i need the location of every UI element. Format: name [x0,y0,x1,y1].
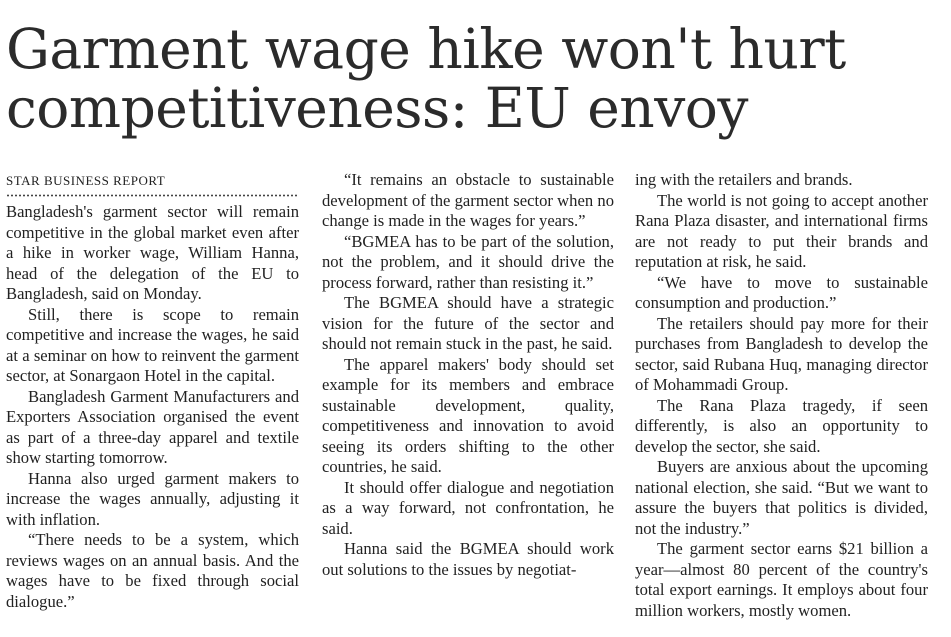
paragraph: Still, there is scope to remain competitive and increase the wages, he said at a seminar on how to reinvent the garment sector, at Sonargaon Hotel in the capital. [6,304,299,385]
paragraph: The world is not going to accept another Rana Plaza disaster, and international firms are not ready to put their brands and reputation at risk, he said. [635,190,928,271]
paragraph: The Rana Plaza tragedy, if seen differently, is also an opportunity to develop the sector, she said. [635,395,928,456]
paragraph: Hanna said the BGMEA should work out solutions to the issues by negotiat- [322,539,614,579]
paragraph: ing with the retailers and brands. [635,170,853,189]
paragraph: The retailers should pay more for their purchases from Bangladesh to develop the sector, said Rubana Huq, managing director of Mohammadi Group. [635,313,928,394]
article-column-3 [635,170,928,621]
paragraph: The garment sector earns $21 billion a year—almost 80 percent of the country's total export earnings. It employs about four million workers, mostly women. [635,539,928,620]
paragraph: Bangladesh Garment Manufacturers and Exporters Association organised the event as part of a three-day apparel and textile show starting tomorrow. [6,386,299,467]
paragraph: The BGMEA should have a strategic vision for the future of the sector and should not remain stuck in the past, he said. [322,293,614,353]
byline: STAR BUSINESS REPORT [6,173,166,188]
paragraph: “We have to move to sustainable consumption and production.” [635,272,928,312]
paragraph: “There needs to be a system, which reviews wages on an annual basis. And the wages have to be fixed through social dialogue.” [6,530,299,611]
headline: Garment wage hike won't hurt competitiveness: EU envoy [6,17,846,140]
paragraph: It should offer dialogue and negotiation as a way forward, not confrontation, he said. [322,477,614,538]
dotted-rule [6,194,299,197]
paragraph: The apparel makers' body should set example for its members and embrace sustainable development, quality, competitiveness and innovation to avoid seeing its orders shifting to the other countries, he said. [322,354,614,476]
paragraph: Buyers are anxious about the upcoming national election, she said. “But we want to assure the buyers that politics is divided, not the industry.” [635,457,928,538]
article-column-2 [322,170,614,580]
paragraph: “It remains an obstacle to sustainable development of the garment sector when no change is made in the wages for years.” [322,170,614,230]
article-column-1 [6,172,299,612]
paragraph: Bangladesh's garment sector will remain competitive in the global market even after a hike in worker wage, William Hanna, head of the delegation of the EU to Bangladesh, said on Monday. [6,202,299,303]
paragraph: “BGMEA has to be part of the solution, not the problem, and it should drive the process forward, rather than resisting it.” [322,231,614,292]
paragraph: Hanna also urged garment makers to increase the wages annually, adjusting it with inflation. [6,468,299,529]
